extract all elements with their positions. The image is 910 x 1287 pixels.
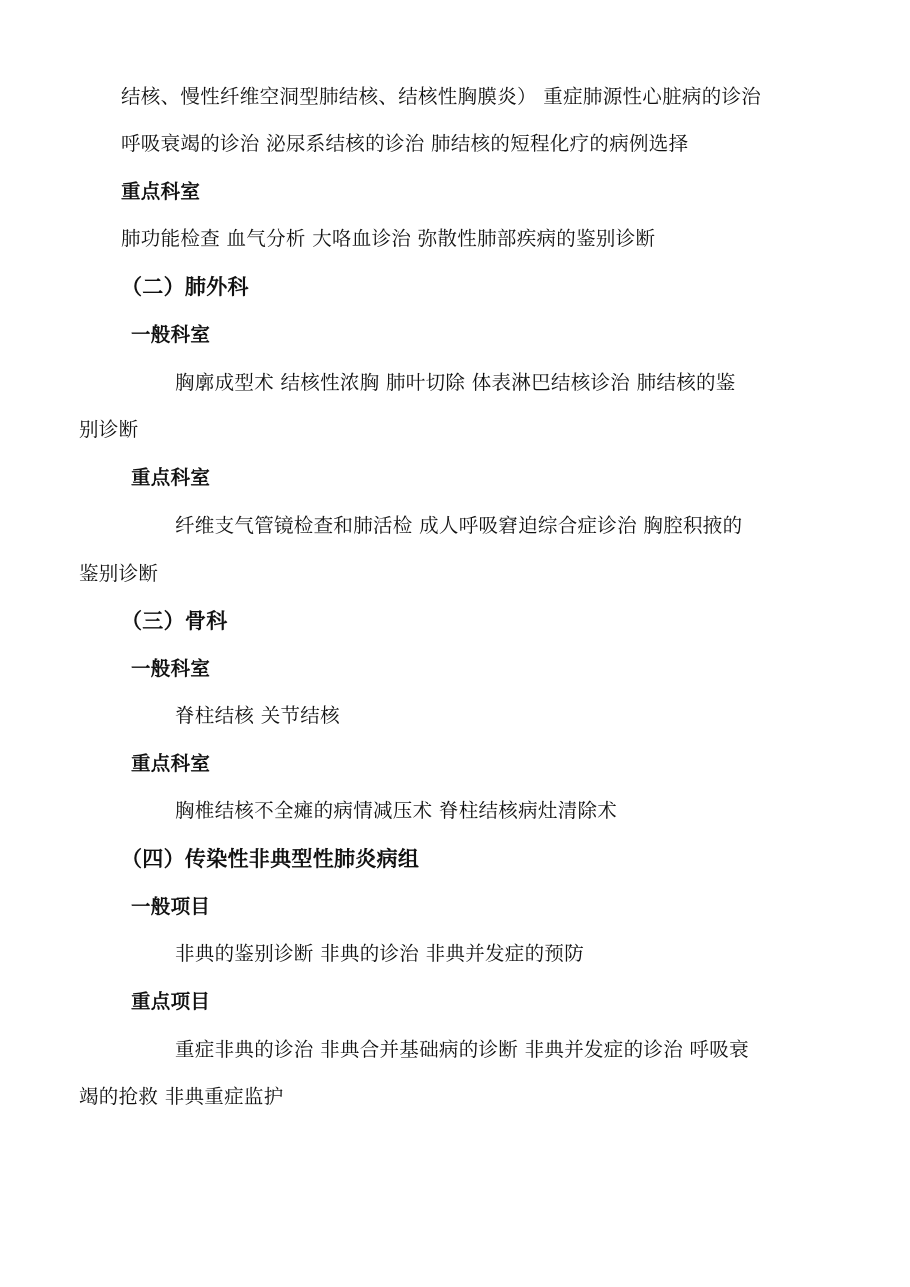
section-4-general-items: 非典的鉴别诊断 非典的诊治 非典并发症的预防 bbox=[175, 942, 584, 965]
section-3-general-heading: 一般科室 bbox=[131, 657, 211, 680]
section-2-general-line-2: 别诊断 bbox=[79, 418, 139, 441]
section-4-general-heading: 一般项目 bbox=[131, 895, 211, 918]
section-2-key-line-1: 纤维支气管镜检查和肺活检 成人呼吸窘迫综合症诊治 胸腔积掖的 bbox=[175, 514, 743, 537]
section-2-key-heading: 重点科室 bbox=[131, 466, 211, 489]
section-3-general-items: 脊柱结核 关节结核 bbox=[175, 704, 340, 727]
top-key-items: 肺功能检查 血气分析 大咯血诊治 弥散性肺部疾病的鉴别诊断 bbox=[121, 227, 656, 250]
section-2-key-line-2: 鉴别诊断 bbox=[79, 562, 159, 585]
section-4-key-line-1: 重症非典的诊治 非典合并基础病的诊断 非典并发症的诊治 呼吸衰 bbox=[175, 1038, 749, 1061]
section-3-title: （三）骨科 bbox=[121, 609, 228, 633]
section-2-general-heading: 一般科室 bbox=[131, 323, 211, 346]
section-2-title: （二）肺外科 bbox=[121, 275, 249, 299]
section-3-key-heading: 重点科室 bbox=[131, 752, 211, 775]
top-text-line-1: 结核、慢性纤维空洞型肺结核、结核性胸膜炎） 重症肺源性心脏病的诊治 bbox=[121, 85, 762, 108]
top-key-heading: 重点科室 bbox=[121, 180, 201, 203]
section-2-general-line-1: 胸廓成型术 结核性浓胸 肺叶切除 体表淋巴结核诊治 肺结核的鉴 bbox=[175, 371, 736, 394]
section-3-key-items: 胸椎结核不全瘫的病情减压术 脊柱结核病灶清除术 bbox=[175, 799, 618, 822]
section-4-key-heading: 重点项目 bbox=[131, 990, 211, 1013]
section-4-title: （四）传染性非典型性肺炎病组 bbox=[121, 847, 420, 871]
top-text-line-2: 呼吸衰竭的诊治 泌尿系结核的诊治 肺结核的短程化疗的病例选择 bbox=[121, 132, 689, 155]
section-4-key-line-2: 竭的抢救 非典重症监护 bbox=[79, 1085, 284, 1108]
